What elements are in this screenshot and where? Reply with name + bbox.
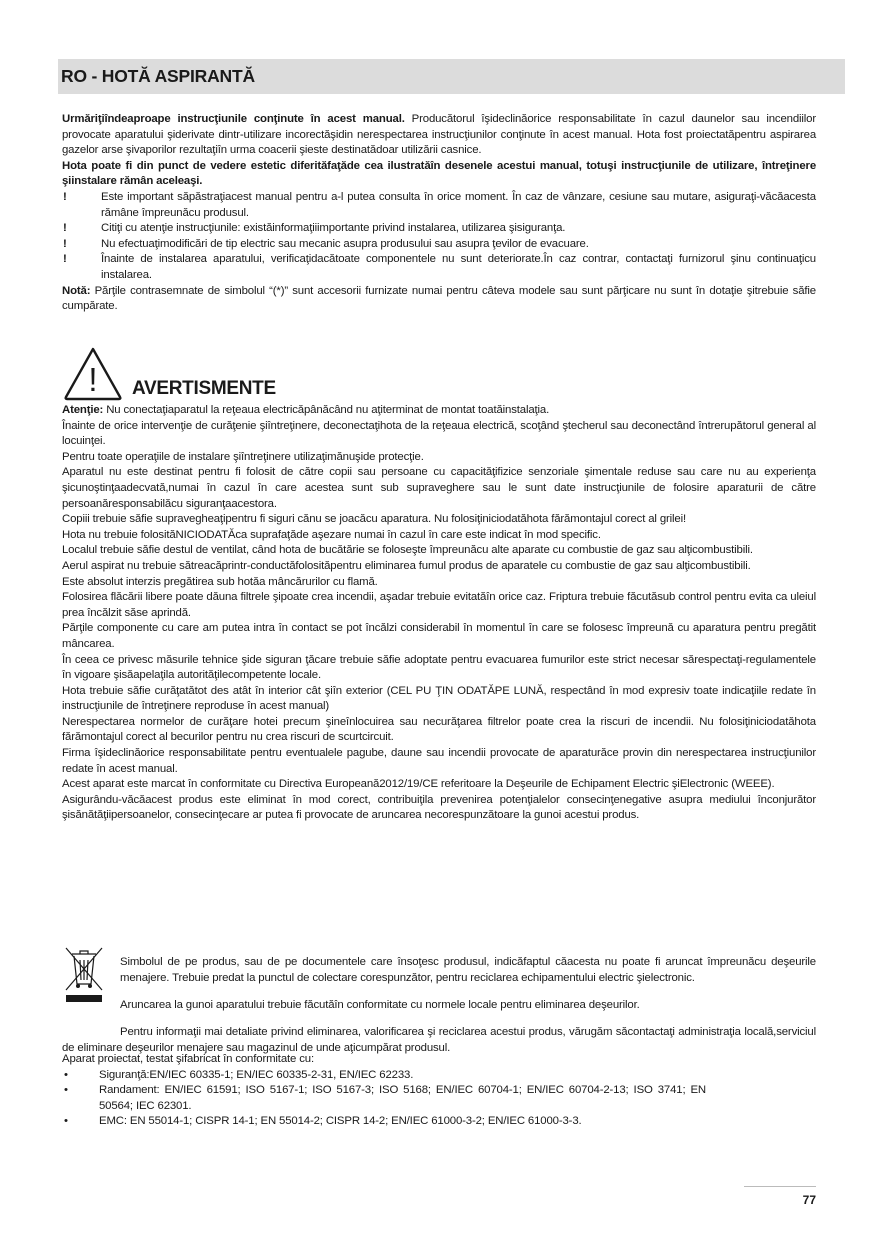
warning-paragraph: Acest aparat este marcat în conformitate cu Directiva Europeană2012/19/CE referitoare la Deşeurile de Echipament Electric şiElectronic (WEEE). bbox=[62, 778, 775, 791]
warnings-section bbox=[62, 403, 816, 824]
weee-paragraph: Aruncarea la gunoi aparatului trebuie făcutăîn conformitate cu normele locale pentru eliminarea deşeurilor. bbox=[120, 998, 640, 1011]
list-item bbox=[62, 1083, 816, 1114]
compliance-intro: Aparat proiectat, testat şifabricat în conformitate cu: bbox=[62, 1053, 314, 1065]
bullet-dot: • bbox=[64, 1115, 68, 1128]
list-item-text: EMC: EN 55014-1; CISPR 14-1; EN 55014-2; CISPR 14-2; EN/IEC 61000-3-2; EN/IEC 61000-3-3. bbox=[99, 1115, 582, 1128]
intro-lead-text: Producătorul îşideclinăorice responsabilitate în cazul daunelor sau incendiilor provocate aparatului şiderivate dintr-utilizare incorectăşidin nerespectarea instrucţiunilor conţinute în acest manual. Hota fost proiectatăpentru aspirarea gazelor arse şivaporilor rezultaţiîn urma coacerii şieste destinatădoar utilizării casnice. bbox=[62, 113, 816, 157]
list-item-text: Siguranţă:EN/IEC 60335-1; EN/IEC 60335-2-31, EN/IEC 62233. bbox=[99, 1068, 414, 1081]
attention-text: Nu conectaţiaparatul la reţeaua electricăpânăcând nu aţiterminat de montat toatăinstalaţia. bbox=[103, 404, 550, 416]
list-item-text: Randament: EN/IEC 61591; ISO 5167-1; ISO 5167-3; ISO 5168; EN/IEC 60704-1; EN/IEC 60704-2-13; ISO 3741; EN 50564; IEC 62301. bbox=[99, 1084, 706, 1112]
list-item bbox=[62, 252, 816, 283]
list-item-text: Nu efectuaţimodificări de tip electric sau mecanic asupra produsului sau asupra ţevilor de evacuare. bbox=[101, 237, 589, 250]
warning-glyph: ! bbox=[88, 361, 98, 398]
warning-paragraph: Folosirea flăcării libere poate dăuna filtrele şipoate crea incendii, aşadar trebuie evitatăîn orice caz. Friptura trebuie făcutăsub control pentru evita ca uleiul prea încălzit săse aprindă. bbox=[62, 591, 816, 619]
warning-paragraph: Este absolut interzis pregătirea sub hotăa mâncărurilor cu flamă. bbox=[62, 575, 378, 588]
attention-paragraph bbox=[62, 403, 816, 419]
page-number: 77 bbox=[802, 1193, 816, 1207]
warning-paragraph: Părţile componente cu care am putea intra în contact se pot încălzi considerabil în momentul în care se folosesc împreună cu aparatura pentru pregătit mâncarea. bbox=[62, 622, 816, 650]
exclamation-mark: ! bbox=[63, 253, 67, 266]
warning-paragraph: În ceea ce privesc măsurile tehnice şide siguran ţăcare trebuie săfie adoptate pentru evacuarea fumurilor este strict necesar sărespectaţi-regulamentele în vigoare şisăapelaţila autorităţilecompetente locale. bbox=[62, 653, 816, 682]
list-item-text: Înainte de instalarea aparatului, verificaţidacătoate componentele nu sunt deteriorate.În caz contrar, contactaţi furnizorul şinu continuaţicu instalarea. bbox=[101, 253, 816, 281]
warnings-heading bbox=[62, 346, 362, 402]
weee-paragraph: Simbolul de pe produs, sau de pe documentele care însoţesc produsul, indicăfaptul căacesta nu poate fi aruncat împreunăcu deşeurile menajere. Trebuie predat la punctul de colectare corespunzător, pentru reciclarea echipamentului electric şielectronic. bbox=[120, 956, 816, 984]
list-item-text: Este important săpăstraţiacest manual pentru a-l putea consulta în orice moment. În caz de vânzare, cesiune sau mutare, asiguraţi-văcăacesta rămâne împreunăcu produsul. bbox=[101, 190, 816, 219]
bullet-dot: • bbox=[64, 1068, 68, 1081]
list-item bbox=[62, 1068, 816, 1084]
warning-paragraph: Asigurându-văcăacest produs este eliminat în mod corect, contribuiţila prevenirea potenţialelor consecinţenegative asupra mediului înconjurător şisănătăţiipersoanelor, consecinţecare ar putea fi provocate de aruncarea necorespunzătoare la gunoi acestui produs. bbox=[62, 793, 816, 822]
intro-bold-paragraph: Hota poate fi din punct de vedere estetic diferităfaţăde cea ilustratăîn desenele acestui manual, totuşi instrucţiunile de utilizare, întreţinere şiinstalare rămân aceleaşi. bbox=[62, 159, 816, 188]
warning-triangle-icon bbox=[62, 346, 124, 402]
exclamation-mark: ! bbox=[63, 237, 67, 250]
warning-paragraph: Hota trebuie săfie curăţatătot des atât în interior cât şiîn exterior (CEL PU ŢIN ODATĂPE LUNĂ, respectând în mod expresiv toate indicaţiile redate în instrucţiunile de întreţinere reproduse în acest manual) bbox=[62, 684, 816, 713]
warning-paragraph: Înainte de orice intervenţie de curăţenie şiîntreţinere, deconectaţihota de la reţeaua electrică, scoţând ştecherul sau deconectând întrerupătorul general al locuinţei. bbox=[62, 419, 816, 448]
list-item bbox=[62, 1114, 816, 1130]
footer-divider bbox=[744, 1186, 816, 1187]
warning-paragraph: Hota nu trebuie folosităNICIODATĂca suprafaţăde aşezare numai în cazul în care este indicat în mod specific. bbox=[62, 528, 601, 541]
warning-paragraph: Nerespectarea normelor de curăţare hotei precum şineînlocuirea sau necurăţarea filtrelor poate crea la riscuri de incendii. Nu folosiţiniciodatăhota fărămontajul corect al becurilor pentru nu crea riscuri de scurtcircuit. bbox=[62, 715, 816, 744]
note-paragraph bbox=[62, 284, 816, 315]
warning-paragraph: Localul trebuie săfie destul de ventilat, când hota de bucătărie se foloseşte împreunăcu alte aparate cu combustie de gaz sau alţicombustibili. bbox=[62, 544, 753, 557]
intro-section bbox=[62, 112, 816, 315]
bullet-dot: • bbox=[64, 1084, 68, 1097]
attention-label: Atenţie: bbox=[62, 404, 104, 416]
warning-paragraph: Aerul aspirat nu trebuie sătreacăprintr-conductăfolosităpentru eliminarea fumul produs de aparatele cu combustie de gaz sau alţicombustibili. bbox=[62, 559, 751, 572]
warning-paragraph: Pentru toate operaţiile de instalare şiîntreţinere utilizaţimănuşide protecţie. bbox=[62, 450, 424, 463]
exclamation-mark: ! bbox=[63, 190, 67, 203]
exclamation-mark: ! bbox=[63, 222, 67, 235]
warning-paragraph: Aparatul nu este destinat pentru fi folosit de către copii sau persoane cu capacităţifizice senzoriale şimentale reduse sau care nu au experienţa şicunoştinţaadecvată,numai în cazul în care acestea sunt sub supraveghere sau le sunt date instrucţiunile de folosire aparaturii de către persoanăresponsabilăcu siguranţaacestora. bbox=[62, 466, 816, 510]
warnings-title: AVERTISMENTE bbox=[132, 378, 276, 399]
list-item bbox=[62, 221, 816, 237]
section-title: RO - HOTĂ ASPIRANTĂ bbox=[58, 59, 845, 94]
note-text: Părţile contrasemnate de simbolul “(*)” sunt accesorii furnizate numai pentru câteva modele sau sunt părţicare nu sunt în dotaţie şitrebuie săfie cumpărate. bbox=[62, 284, 816, 313]
list-item bbox=[62, 237, 816, 253]
note-label: Notă: bbox=[62, 284, 91, 297]
compliance-section bbox=[62, 1052, 816, 1130]
warning-paragraph: Copiii trebuie săfie supravegheaţipentru fi siguri cănu se joacăcu aparatura. Nu folosiţiniciodatăhota fărămontajul corect al grilei! bbox=[62, 513, 686, 526]
intro-lead-bold: Urmăriţiîndeaproape instrucţiunile conţinute în acest manual. bbox=[62, 113, 405, 125]
warning-paragraph: Firma îşideclinăorice responsabilitate pentru eventualele pagube, daune sau incendii provocate de aparaturăce provin din nerespectarea instrucţiunilor redate în acest manual. bbox=[62, 747, 816, 775]
list-item-text: Citiţi cu atenţie instrucţiunile: existăinformaţiiimportante privind instalarea, utilizarea şisiguranţa. bbox=[101, 222, 566, 235]
list-item bbox=[62, 190, 816, 221]
weee-paragraph: Pentru informaţii mai detaliate privind eliminarea, valorificarea şi reciclarea acestui produs, vărugăm săcontactaţi administraţia locală,serviciul de eliminare deşeurilor menajere sau magazinul de unde aţicumpărat produsul. bbox=[62, 1025, 816, 1054]
weee-section bbox=[62, 944, 816, 1068]
intro-paragraph bbox=[62, 112, 816, 159]
